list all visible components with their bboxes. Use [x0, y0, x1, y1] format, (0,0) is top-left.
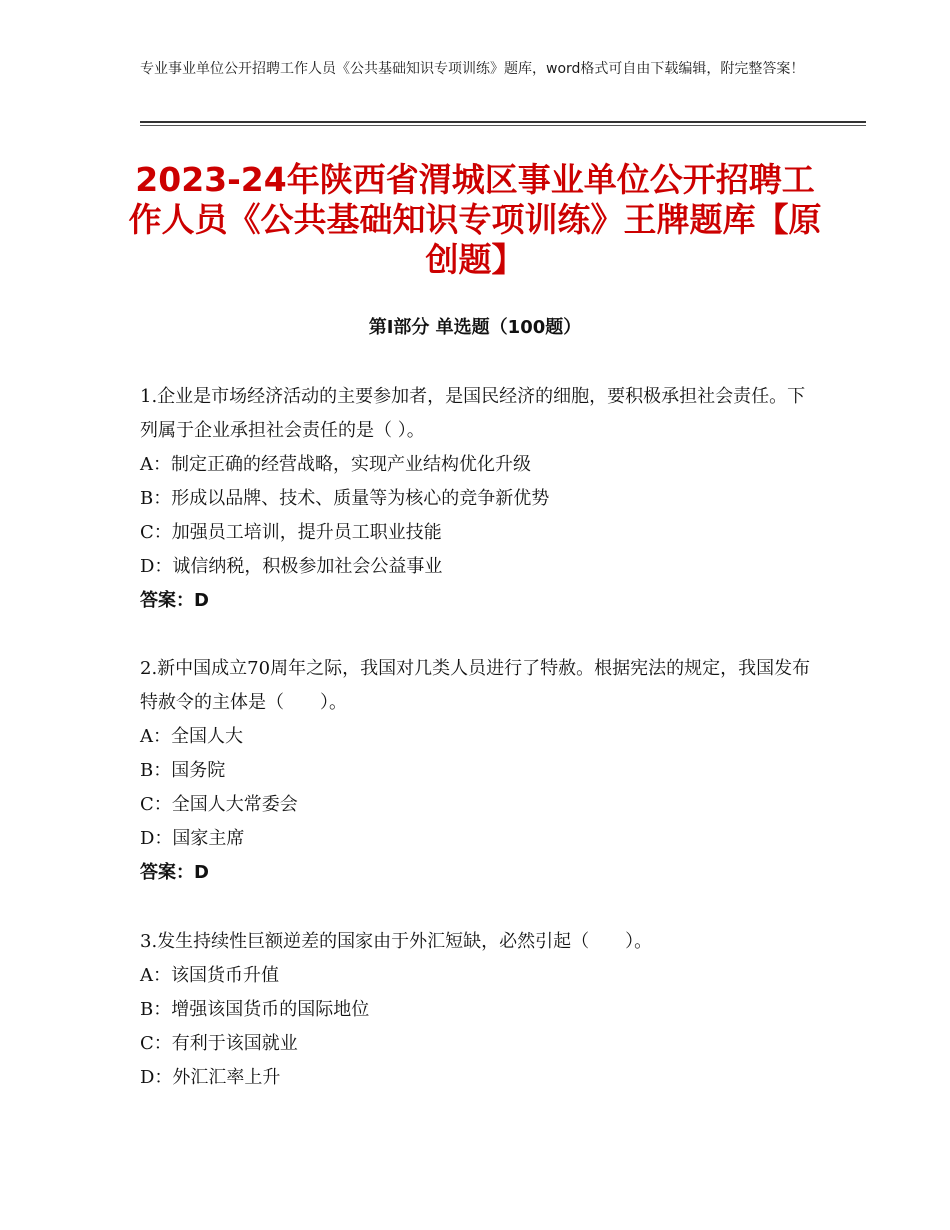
question-1: [140, 380, 820, 618]
answer: 答案：D: [140, 590, 209, 611]
option-a: A：制定正确的经营战略，实现产业结构优化升级: [140, 454, 531, 475]
header-rule-thick: [140, 121, 866, 123]
header-rule-thin: [140, 125, 866, 126]
option-d: D：国家主席: [140, 828, 245, 849]
option-c: C：加强员工培训，提升员工职业技能: [140, 522, 442, 543]
option-a: A：全国人大: [140, 726, 243, 747]
question-stem: 2.新中国成立70周年之际，我国对几类人员进行了特赦。根据宪法的规定，我国发布特赦令的主体是（ ）。: [140, 658, 811, 713]
option-c: C：有利于该国就业: [140, 1033, 298, 1054]
question-stem: 1.企业是市场经济活动的主要参加者，是国民经济的细胞，要积极承担社会责任。下列属于企业承担社会责任的是（ ）。: [140, 386, 806, 441]
section-heading: 第Ⅰ部分 单选题（100题）: [368, 317, 582, 338]
option-b: B：国务院: [140, 760, 226, 781]
answer: 答案：D: [140, 862, 209, 883]
page-header: 专业事业单位公开招聘工作人员《公共基础知识专项训练》题库，word格式可自由下载编辑，附完整答案！: [140, 61, 805, 77]
option-a: A：该国货币升值: [140, 965, 279, 986]
option-b: B：形成以品牌、技术、质量等为核心的竞争新优势: [140, 488, 550, 509]
question-2: [140, 652, 820, 890]
option-c: C：全国人大常委会: [140, 794, 298, 815]
option-b: B：增强该国货币的国际地位: [140, 999, 370, 1020]
document-title: 2023-24年陕西省渭城区事业单位公开招聘工作人员《公共基础知识专项训练》王牌题库【原创题】: [128, 160, 822, 279]
question-3: [140, 925, 820, 1095]
option-d: D：外汇汇率上升: [140, 1067, 281, 1088]
option-d: D：诚信纳税，积极参加社会公益事业: [140, 556, 443, 577]
question-stem: 3.发生持续性巨额逆差的国家由于外汇短缺，必然引起（ ）。: [140, 931, 653, 952]
